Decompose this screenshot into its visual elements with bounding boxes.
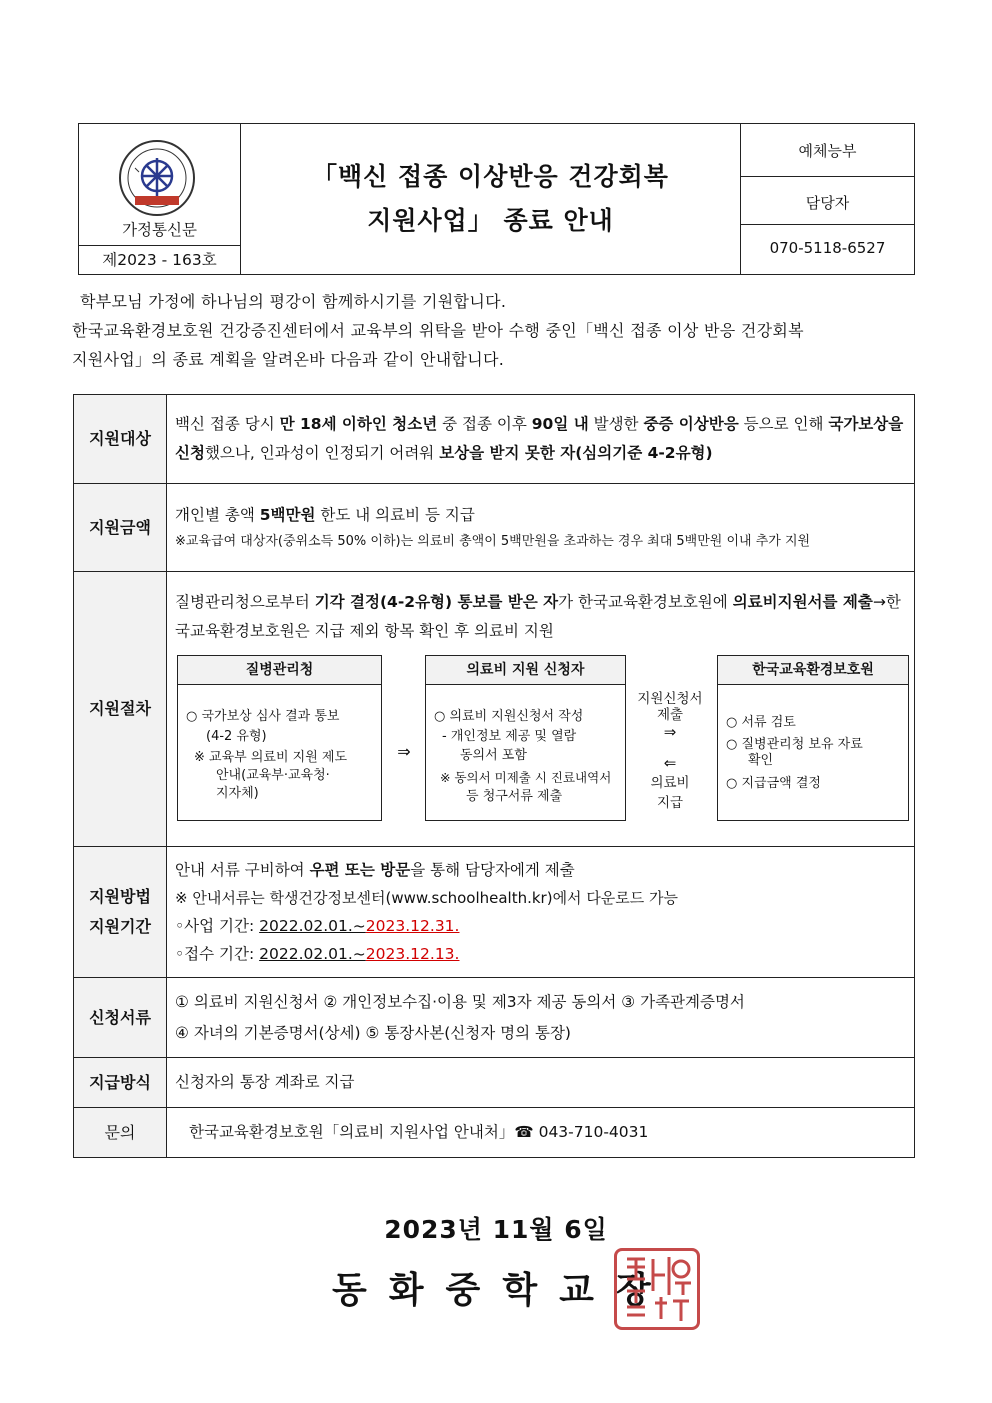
text: 을 통해 담당자에게 제출: [410, 861, 575, 879]
procedure-text: [175, 588, 908, 646]
flow-text: ○ 질병관리청 보유 자료: [726, 737, 863, 752]
row-procedure: [74, 572, 915, 847]
text: 가 한국교육환경보호원에: [558, 593, 733, 611]
arrow-right-icon: ⇒: [397, 742, 411, 761]
arrow-right-icon: ⇒: [663, 723, 677, 741]
text: 발생한: [588, 415, 644, 433]
principal-name: 동화중학교장: [332, 1269, 673, 1311]
text: 개인별 총액: [175, 506, 260, 524]
flow-mid-label1: 지원신청서: [637, 691, 703, 707]
text-bold: 기각 결정(4-2유형) 통보를 받은 자: [314, 593, 559, 611]
flow-box2: [425, 684, 626, 821]
text: 한도 내 의료비 등 지급: [315, 506, 475, 524]
flow-box3: [717, 684, 909, 821]
flow-text: (4-2 유형): [206, 729, 267, 744]
doc-title-line2: 지원사업」 종료 안내: [367, 206, 614, 235]
text: 등으로 인해: [738, 415, 829, 433]
text-bold: 90일 내: [531, 415, 589, 433]
flow-text: ○ 국가보상 심사 결과 통보: [186, 709, 340, 724]
issue-date: 2023년 11월 6일: [384, 1215, 608, 1244]
label-method-1: 지원방법: [89, 887, 151, 906]
row-method: [74, 847, 915, 978]
intro-line1: 학부모님 가정에 하나님의 평강이 함께하시기를 기원합니다.: [80, 292, 507, 311]
content-inquiry: 한국교육환경보호원「의료비 지원사업 안내처」☎ 043-710-4031: [167, 1108, 915, 1158]
period-start: 2022.02.01.~: [259, 945, 366, 963]
row-documents: [74, 978, 915, 1058]
content-method: [167, 847, 915, 978]
contact-cell: [741, 124, 914, 274]
flow-mid-label2: 제출: [656, 707, 684, 723]
phone-number: 070-5118-6527: [769, 239, 886, 257]
doc-type: 가정통신문: [122, 221, 197, 239]
info-table: [73, 394, 915, 1158]
row-payment: [74, 1058, 915, 1108]
content-procedure: [167, 572, 915, 847]
flow-text: - 개인정보 제공 및 열람: [442, 729, 577, 744]
period-end: 2023.12.13.: [365, 945, 460, 963]
content-amount: [167, 484, 915, 572]
documents-line2: ④ 자녀의 기본증명서(상세) ⑤ 통장사본(신청자 명의 통장): [175, 1023, 571, 1042]
content-target: [167, 395, 915, 484]
method-note: ※ 안내서류는 학생건강정보센터(www.schoolhealth.kr)에서 다운로드 가능: [175, 889, 679, 907]
flow-mid-label4: 지급: [656, 795, 684, 811]
label-procedure: 지원절차: [74, 572, 167, 847]
intro-line3: 지원사업」의 종료 계획을 알려온바 다음과 같이 안내합니다.: [72, 350, 505, 369]
text: 질병관리청으로부터: [175, 593, 315, 611]
manager-label: 담당자: [805, 194, 850, 212]
flow-box2-title: 의료비 지원 신청자: [425, 655, 626, 685]
documents-line1: ① 의료비 지원신청서 ② 개인정보수집·이용 및 제3자 제공 동의서 ③ 가족관계증명서: [175, 992, 745, 1011]
flow-text: 동의서 포함: [460, 748, 527, 763]
flow-box3-title: 한국교육환경보호원: [717, 655, 909, 685]
label-target: 지원대상: [74, 395, 167, 484]
text-bold: 의료비지원서를 제출: [732, 593, 873, 611]
text: 했으나, 인과성이 인정되기 어려워: [204, 444, 440, 462]
label-method: [74, 847, 167, 978]
text-bold: 만 18세 이하인 청소년: [279, 415, 438, 433]
logo-cell: [79, 124, 241, 274]
label-inquiry: 문의: [74, 1108, 167, 1158]
row-inquiry: [74, 1108, 915, 1158]
seal-stamp-icon: [614, 1248, 700, 1330]
flow-text: ○ 서류 검토: [726, 715, 796, 730]
title-cell: [241, 124, 741, 274]
label-documents: 신청서류: [74, 978, 167, 1058]
school-logo-icon: [117, 138, 197, 218]
label-amount: 지원금액: [74, 484, 167, 572]
content-payment: 신청자의 통장 계좌로 지급: [167, 1058, 915, 1108]
flow-text: ※ 교육부 의료비 지원 제도: [194, 750, 348, 765]
row-target: [74, 395, 915, 484]
flow-text: 등 청구서류 제출: [466, 789, 563, 804]
period-end: 2023.12.31.: [365, 917, 460, 935]
flow-box1: [177, 684, 382, 821]
text-bold: 보상을 받지 못한 자(심의기준 4-2유형): [439, 444, 713, 462]
text: 안내 서류 구비하여: [175, 861, 310, 879]
period-label: ◦사업 기간:: [175, 917, 260, 935]
header-box: [78, 123, 915, 275]
period-start: 2022.02.01.~: [259, 917, 366, 935]
flow-mid-label3: 의료비: [650, 775, 690, 791]
text-bold: 우편 또는 방문: [309, 861, 411, 879]
content-documents: [167, 978, 915, 1058]
seal-pattern-icon: [617, 1251, 697, 1327]
text-bold: 국가보상을 신청: [175, 415, 904, 462]
row-amount: [74, 484, 915, 572]
flow-text: ※ 동의서 미제출 시 진료내역서: [440, 770, 612, 785]
amount-note: ※교육급여 대상자(중위소득 50% 이하)는 의료비 총액이 5백만원을 초과하는 경우 최대 5백만원 이내 추가 지원: [175, 534, 811, 549]
flow-box1-title: 질병관리청: [177, 655, 382, 685]
flow-text: ○ 의료비 지원신청서 작성: [434, 709, 584, 724]
label-payment: 지급방식: [74, 1058, 167, 1108]
period-label: ◦접수 기간:: [175, 945, 260, 963]
doc-title-line1: 「백신 접종 이상반응 건강회복: [312, 162, 669, 191]
flow-text: ○ 지급금액 결정: [726, 776, 821, 791]
intro-line2: 한국교육환경보호원 건강증진센터에서 교육부의 위탁을 받아 수행 중인「백신 접종 이상 반응 건강회복: [72, 321, 804, 340]
flow-text: 지자체): [216, 786, 259, 801]
text-bold: 5백만원: [259, 506, 316, 524]
text: 중 접종 이후: [437, 415, 532, 433]
label-method-2: 지원기간: [89, 917, 151, 936]
text-bold: 중증 이상반응: [643, 415, 739, 433]
flow-text: 확인: [748, 753, 774, 768]
department: 예체능부: [798, 142, 857, 160]
text: →한국교육환경보호원은 지급 제외 항목 확인 후 의료비 지원: [175, 593, 901, 640]
doc-number: 제2023 - 163호: [102, 251, 217, 269]
text: 백신 접종 당시: [175, 415, 280, 433]
flow-text: 안내(교육부·교육청·: [216, 768, 330, 783]
arrow-left-icon: ⇐: [663, 754, 677, 772]
